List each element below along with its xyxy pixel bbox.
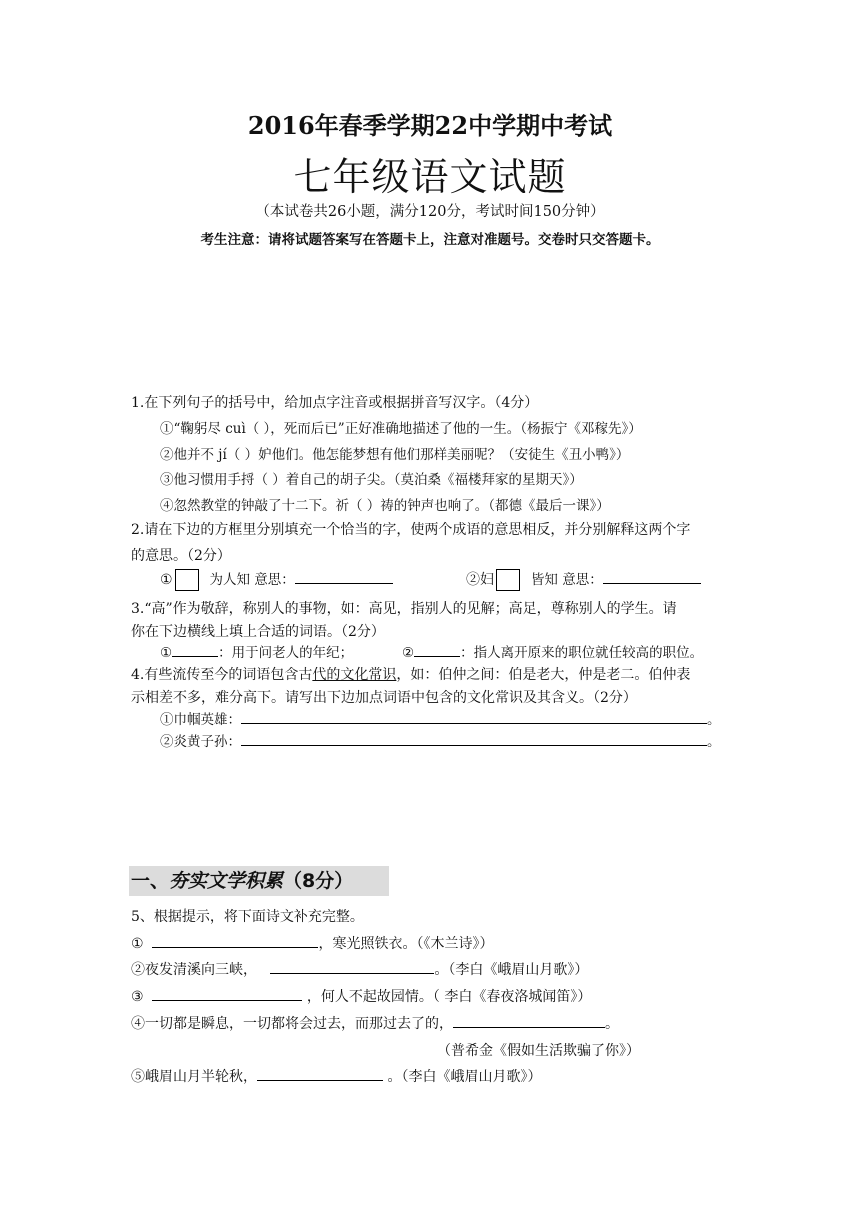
q2-stem-line2: 的意思。（2分）: [131, 548, 231, 564]
q5-item3-number: ③: [131, 989, 144, 1005]
exam-title: 2016年春季学期22中学期中考试: [247, 111, 613, 140]
q5-item3-text: ，何人不起故园情。（ 李白《春夜洛城闻笛》）: [306, 989, 592, 1005]
q1-item-1: ①“鞠躬尽 cuì（ ），死而后已”正好准确地描述了他的一生。（杨振宁《邓稼先》）: [160, 421, 642, 437]
q5-item-2: [131, 959, 588, 979]
q3-item-2: [402, 641, 703, 661]
q4-stem-part-b: ，如：伯仲之间：伯是老大，仲是老二。伯仲表: [396, 667, 691, 683]
q4-item-1: [160, 708, 721, 728]
candidate-notice: 考生注意：请将试题答案写在答题卡上，注意对准题号。交卷时只交答题卡。: [200, 232, 660, 248]
q4-item1-label: ①巾帼英雄：: [160, 712, 241, 728]
q1-item-2: ②他并不 jí（ ）妒他们。他怎能梦想有他们那样美丽呢？（安徒生《丑小鸭》）: [160, 447, 630, 463]
answer-blank[interactable]: [241, 709, 707, 724]
q4-stem-part-a: 4.有些流传至今的词语包含古: [131, 667, 313, 683]
q4-stem-line1: [131, 664, 690, 684]
section-score: （8分）: [283, 870, 354, 892]
q5-item-3: [131, 986, 591, 1006]
q5-stem: 5、根据提示，将下面诗文补充完整。: [131, 909, 364, 925]
q3-stem-line1: 3.“高”作为敬辞，称别人的事物，如：高见，指别人的见解；高足，尊称别人的学生。请: [131, 601, 677, 617]
q2-item1-text: 为人知 意思：: [209, 572, 295, 588]
q4-item1-end: 。: [707, 712, 721, 728]
q4-item-2: [160, 730, 721, 750]
q5-item5-source: 。（李白《峨眉山月歌》）: [387, 1069, 542, 1085]
q3-item-1: [160, 641, 353, 661]
answer-blank[interactable]: [295, 569, 393, 584]
section-title: 夯实文学积累: [169, 870, 284, 892]
q3-stem-line2: 你在下边横线上填上合适的词语。（2分）: [131, 624, 385, 640]
section-number: 一、: [131, 870, 170, 892]
q2-item-1: [160, 568, 393, 591]
answer-box[interactable]: [496, 569, 520, 591]
q3-item2-number: ②: [402, 645, 415, 661]
q4-item2-end: 。: [707, 734, 721, 750]
q2-stem-line1: 2.请在下边的方框里分别填充一个恰当的字，使两个成语的意思相反，并分别解释这两个字: [131, 522, 691, 538]
answer-blank[interactable]: [152, 986, 302, 1001]
exam-info: （本试卷共26小题，满分120分，考试时间150分钟）: [255, 204, 605, 220]
section-heading: [129, 866, 389, 896]
q4-underlined-text: 代的文化常识: [312, 667, 397, 683]
q5-item-4: [131, 1013, 619, 1033]
q5-item-1: [131, 933, 493, 953]
q3-item1-text: ：用于问老人的年纪；: [218, 645, 354, 661]
q2-item-2: [466, 568, 701, 591]
q1-item-4: ④忽然教堂的钟敲了十二下。祈（ ）祷的钟声也响了。（都德《最后一课》）: [160, 498, 610, 514]
q3-item2-text: ：指人离开原来的职位就任较高的职位。: [460, 645, 704, 661]
q5-item2-source: 。（李白《峨眉山月歌》）: [434, 962, 589, 978]
q4-item2-label: ②炎黄子孙：: [160, 734, 241, 750]
answer-blank[interactable]: [414, 642, 460, 657]
q5-item1-number: ①: [131, 936, 144, 952]
q3-item1-number: ①: [160, 645, 173, 661]
answer-blank[interactable]: [152, 933, 318, 948]
paper-title: 七年级语文试题: [293, 155, 567, 199]
answer-blank[interactable]: [453, 1013, 605, 1028]
q5-item1-text: ，寒光照铁衣。（《木兰诗》）: [318, 936, 494, 952]
answer-blank[interactable]: [172, 642, 218, 657]
answer-blank[interactable]: [257, 1066, 383, 1081]
q5-item-5: [131, 1066, 541, 1086]
q5-item4-source: （普希金《假如生活欺骗了你》）: [437, 1043, 640, 1059]
q5-item4-end: 。: [605, 1016, 619, 1032]
answer-blank[interactable]: [603, 569, 701, 584]
q4-stem-line2: 示相差不多，难分高下。请写出下边加点词语中包含的文化常识及其含义。（2分）: [131, 690, 637, 706]
q1-item-3: ③他习惯用手捋（ ）着自己的胡子尖。（莫泊桑《福楼拜家的星期天》）: [160, 472, 583, 488]
q2-item1-number: ①: [160, 572, 173, 588]
q2-item2-prefix: ②妇: [466, 572, 494, 588]
q1-stem: 1.在下列句子的括号中，给加点字注音或根据拼音写汉字。（4分）: [131, 395, 539, 411]
q2-item2-text: 皆知 意思：: [530, 572, 603, 588]
answer-blank[interactable]: [241, 731, 707, 746]
answer-blank[interactable]: [270, 959, 434, 974]
q5-item5-text: ⑤峨眉山月半轮秋，: [131, 1069, 257, 1085]
q5-item2-text: ②夜发清溪向三峡，: [131, 962, 257, 978]
answer-box[interactable]: [175, 569, 199, 591]
q5-item4-text: ④一切都是瞬息，一切都将会过去，而那过去了的，: [131, 1016, 453, 1032]
